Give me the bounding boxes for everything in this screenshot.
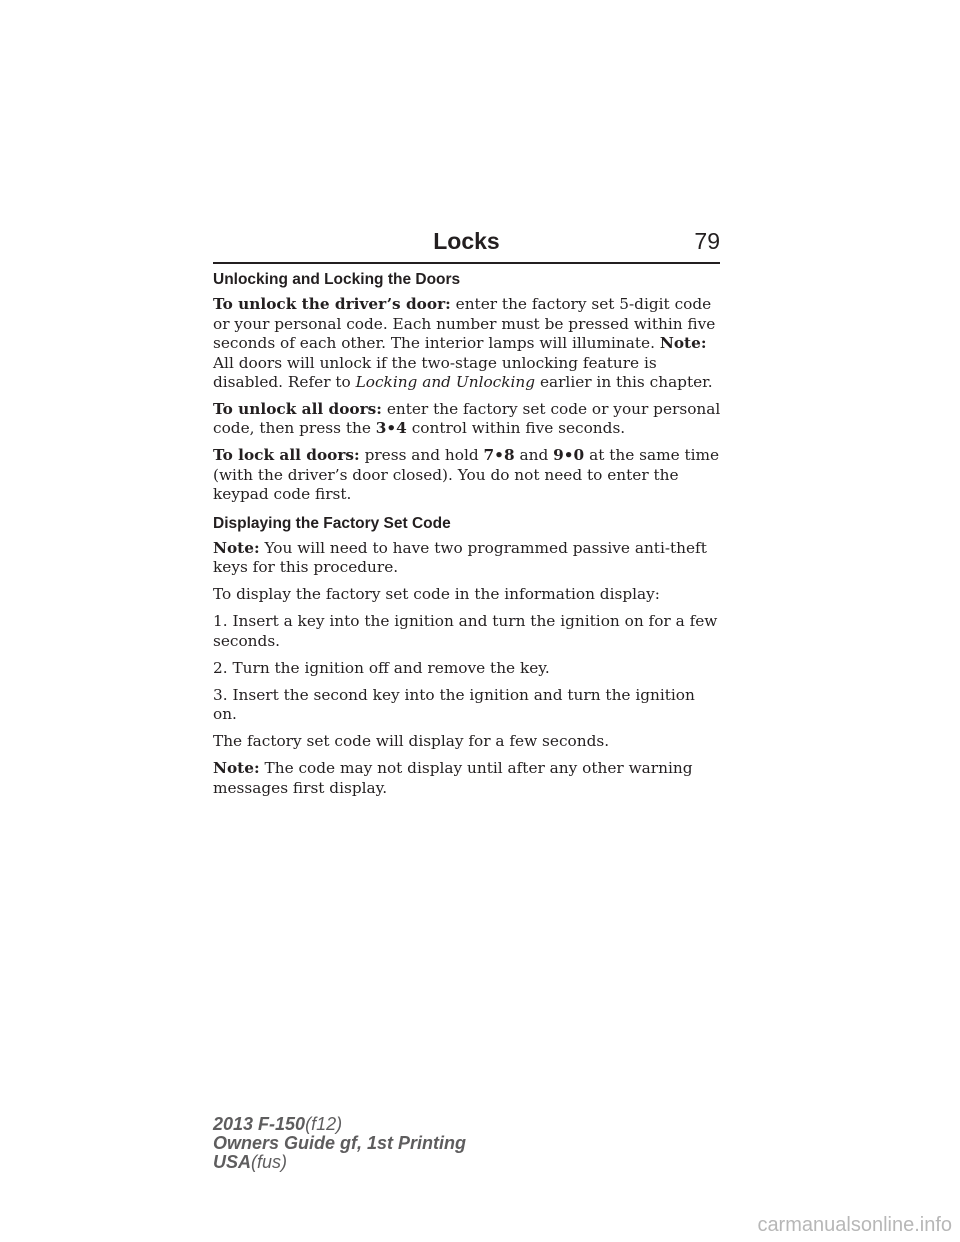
paragraph-lock-all-doors: To lock all doors: press and hold 7•8 and 9•0 at the same time (with the driver’s door closed). You do not need to enter the keypad code first. <box>213 446 720 504</box>
print-footer <box>213 1115 466 1172</box>
cross-reference: Locking and Unlocking <box>355 373 536 392</box>
keypad-key-3-4: 3•4 <box>375 419 407 438</box>
footer-line-3: USA(fus) <box>213 1152 288 1172</box>
label-unlock-all-doors: To unlock all doors: <box>213 400 382 419</box>
note-label: Note: <box>213 539 260 558</box>
page-content <box>213 270 723 806</box>
note-label: Note: <box>213 759 260 778</box>
paragraph-note-keys: Note: You will need to have two programmed passive anti-theft keys for this procedure. <box>213 539 707 577</box>
chapter-title: Locks <box>433 228 500 254</box>
step-2: 2. Turn the ignition off and remove the key. <box>213 658 550 677</box>
keypad-key-9-0: 9•0 <box>553 446 585 465</box>
label-lock-all-doors: To lock all doors: <box>213 446 360 465</box>
keypad-key-7-8: 7•8 <box>483 446 515 465</box>
footer-line-2: Owners Guide gf, 1st Printing <box>213 1133 467 1153</box>
label-unlock-driver-door: To unlock the driver’s door: <box>213 295 451 314</box>
paragraph-intro: To display the factory set code in the information display: <box>213 585 660 604</box>
footer-line-1: 2013 F-150(f12) <box>213 1114 343 1134</box>
page-header <box>213 228 720 264</box>
paragraph-note-display: Note: The code may not display until after any other warning messages first display. <box>213 759 693 797</box>
step-3: 3. Insert the second key into the ignition and turn the ignition on. <box>213 685 695 724</box>
paragraph-result: The factory set code will display for a few seconds. <box>213 732 610 751</box>
paragraph-unlock-all-doors: To unlock all doors: enter the factory set code or your personal code, then press the 3•4 control within five seconds. <box>213 400 721 438</box>
page-number: 79 <box>694 228 720 254</box>
section-heading-unlocking-locking: Unlocking and Locking the Doors <box>213 271 461 288</box>
note-label: Note: <box>659 334 707 353</box>
step-1: 1. Insert a key into the ignition and turn the ignition on for a few seconds. <box>213 612 718 650</box>
paragraph-unlock-driver-door: To unlock the driver’s door: enter the factory set 5-digit code or your personal code. Each number must be pressed within five seconds of each other. The interior lamps will illuminate. Note: All doors will unlock if the two-stage unlocking feature is disabled. Refer to Locking and Unlocking earlier in this chapter. <box>213 295 716 392</box>
watermark: carmanualsonline.info <box>757 1214 952 1236</box>
section-heading-factory-code: Displaying the Factory Set Code <box>213 514 451 532</box>
